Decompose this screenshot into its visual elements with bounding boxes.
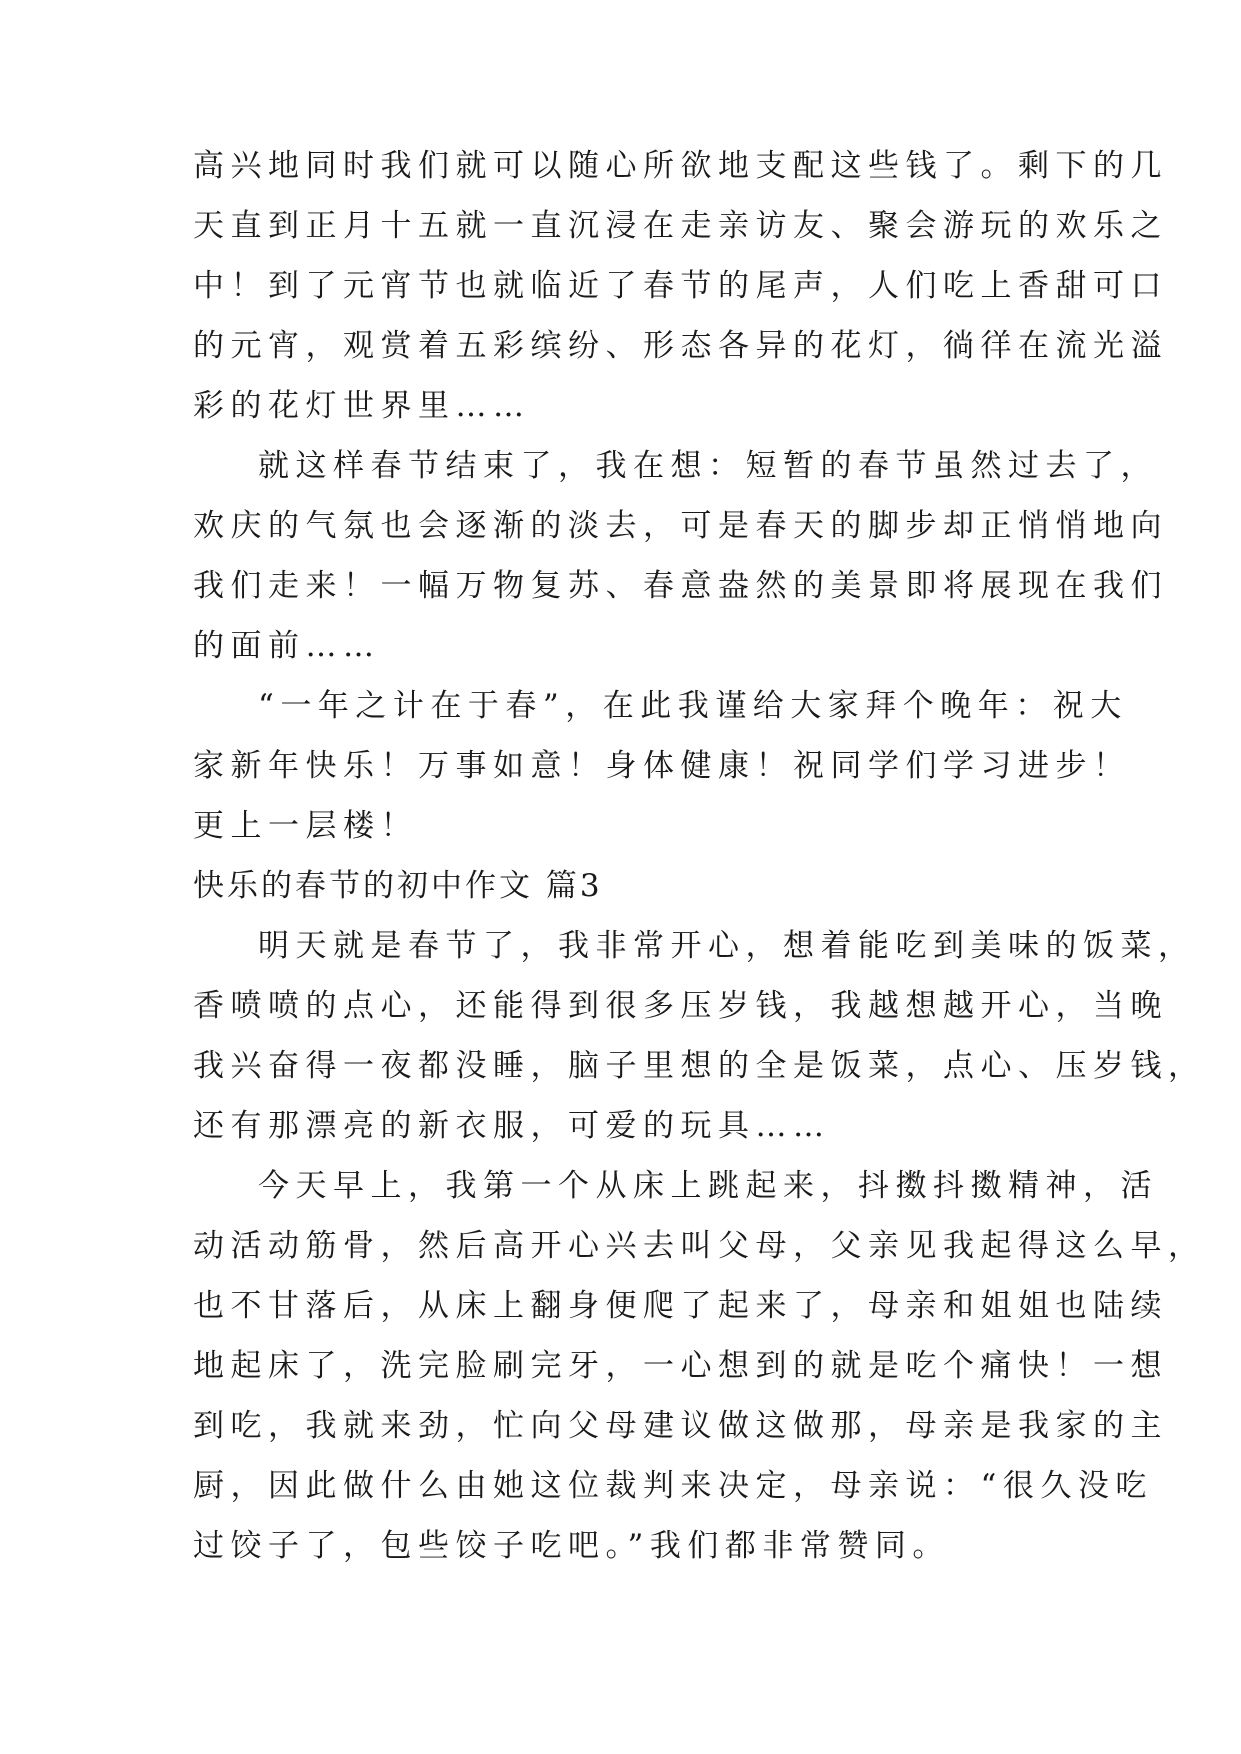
text-line: 也不甘落后，从床上翻身便爬了起来了，母亲和姐姐也陆续: [193, 1288, 1168, 1324]
paragraph-first-line: “一年之计在于春”，在此我谨给大家拜个晚年：祝大: [258, 688, 1128, 724]
text-line: 欢庆的气氛也会逐渐的淡去，可是春天的脚步却正悄悄地向: [193, 508, 1168, 544]
text-line: 地起床了，洗完脸刷完牙，一心想到的就是吃个痛快！一想: [193, 1348, 1168, 1384]
text-line: 中！到了元宵节也就临近了春节的尾声，人们吃上香甜可口: [193, 268, 1168, 304]
text-line: 彩的花灯世界里……: [193, 388, 531, 424]
text-line: 到吃，我就来劲，忙向父母建议做这做那，母亲是我家的主: [193, 1408, 1168, 1444]
text-line: 我兴奋得一夜都没睡，脑子里想的全是饭菜，点心、压岁钱，: [193, 1048, 1206, 1084]
text-line: 我们走来！一幅万物复苏、春意盎然的美景即将展现在我们: [193, 568, 1168, 604]
text-line: 家新年快乐！万事如意！身体健康！祝同学们学习进步！: [193, 748, 1131, 784]
text-line: 的元宵，观赏着五彩缤纷、形态各异的花灯，徜徉在流光溢: [193, 328, 1168, 364]
paragraph-first-line: 就这样春节结束了，我在想：短暂的春节虽然过去了，: [258, 448, 1158, 484]
text-line: 高兴地同时我们就可以随心所欲地支配这些钱了。剩下的几: [193, 148, 1168, 184]
text-line: 动活动筋骨，然后高开心兴去叫父母，父亲见我起得这么早，: [193, 1228, 1206, 1264]
paragraph-first-line: 今天早上，我第一个从床上跳起来，抖擞抖擞精神，活: [258, 1168, 1158, 1204]
text-line: 厨，因此做什么由她这位裁判来决定，母亲说：“很久没吃: [193, 1468, 1153, 1504]
text-line: 更上一层楼！: [193, 808, 418, 844]
text-line: 香喷喷的点心，还能得到很多压岁钱，我越想越开心，当晚: [193, 988, 1168, 1024]
section-heading: 快乐的春节的初中作文 篇3: [193, 868, 603, 904]
text-line: 的面前……: [193, 628, 381, 664]
paragraph-first-line: 明天就是春节了，我非常开心，想着能吃到美味的饭菜，: [258, 928, 1196, 964]
text-line: 还有那漂亮的新衣服，可爱的玩具……: [193, 1108, 831, 1144]
text-line: 天直到正月十五就一直沉浸在走亲访友、聚会游玩的欢乐之: [193, 208, 1168, 244]
text-line: 过饺子了，包些饺子吃吧。”我们都非常赞同。: [193, 1528, 950, 1564]
